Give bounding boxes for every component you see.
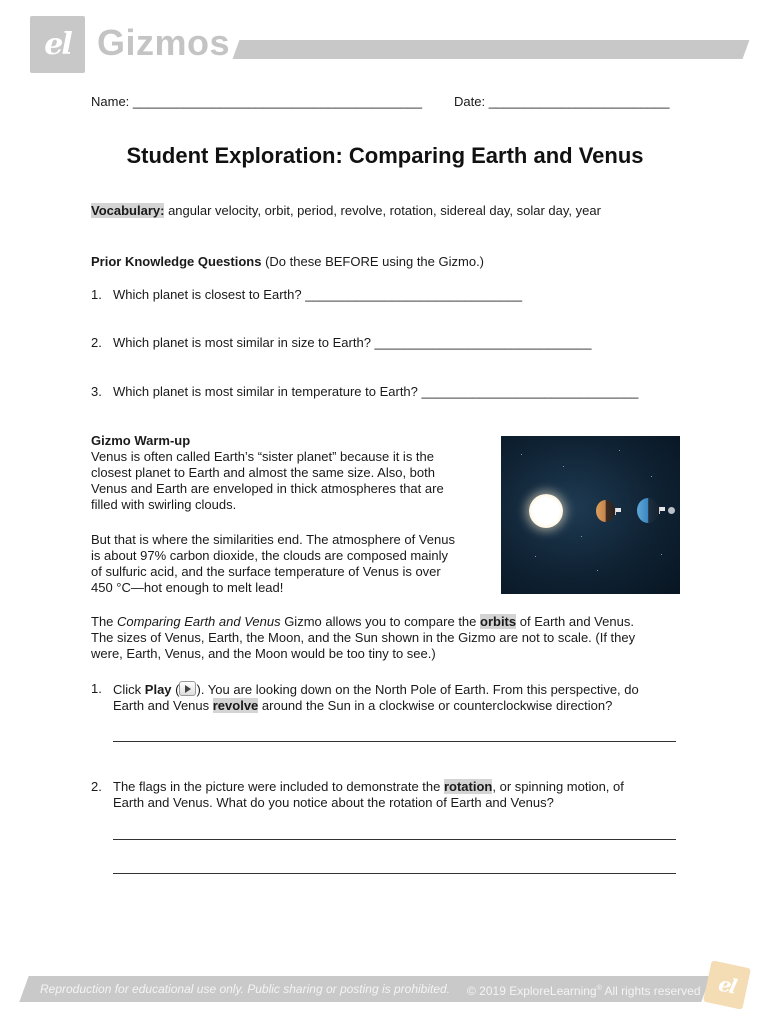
footer-logo xyxy=(703,960,751,1009)
explorelearning-logo xyxy=(30,16,85,73)
question-number: 1. xyxy=(91,681,102,696)
answer-line[interactable] xyxy=(113,839,676,840)
warmup-paragraph-2 xyxy=(91,532,491,596)
vocabulary-label: Vocabulary: xyxy=(91,203,165,218)
earth-icon xyxy=(637,498,659,523)
question-text: , or spinning motion, of xyxy=(492,779,624,794)
question-number: 1. xyxy=(91,287,102,302)
gizmo-screenshot-image xyxy=(501,436,680,594)
warmup-paragraph-1 xyxy=(91,449,491,513)
intro-line: were, Earth, Venus, and the Moon would be too tiny to see.) xyxy=(91,646,436,661)
intro-line: The sizes of Venus, Earth, the Moon, and the Sun shown in the Gizmo are not to scale. (If they xyxy=(91,630,636,645)
copyright-text: All rights reserved xyxy=(601,984,701,998)
logo-mark: el xyxy=(44,27,71,62)
vocab-rotation: rotation xyxy=(443,779,493,794)
registered-mark: ® xyxy=(596,985,602,992)
prior-knowledge-instruction: (Do these BEFORE using the Gizmo.) xyxy=(265,254,485,269)
prior-knowledge-heading: Prior Knowledge Questions xyxy=(91,254,262,269)
warmup-heading: Gizmo Warm-up xyxy=(91,433,191,448)
vocab-revolve: revolve xyxy=(212,698,259,713)
question-number: 2. xyxy=(91,335,102,350)
intro-text: Gizmo allows you to compare the xyxy=(280,614,480,629)
page-title: Student Exploration: Comparing Earth and Venus xyxy=(126,143,644,168)
intro-text: The xyxy=(91,614,118,629)
question-text: Click xyxy=(113,682,145,697)
vocabulary-terms: angular velocity, orbit, period, revolve, rotation, sidereal day, solar day, year xyxy=(168,203,601,218)
warmup-line: 450 °C—hot enough to melt lead! xyxy=(91,580,284,595)
activity-question-1 xyxy=(113,681,693,714)
sun-icon xyxy=(529,494,563,528)
venus-icon xyxy=(596,500,615,522)
warmup-line: Venus is often called Earth’s “sister planet” because it is the xyxy=(91,449,435,464)
warmup-line: of sulfuric acid, and the surface temperature of Venus is over xyxy=(91,564,441,579)
question-text: The flags in the picture were included to demonstrate the xyxy=(113,779,444,794)
play-icon xyxy=(179,681,196,696)
gizmo-intro-paragraph xyxy=(91,614,691,662)
question-text: Which planet is most similar in temperature to Earth? ______________________________ xyxy=(113,384,639,399)
question-text: Earth and Venus. What do you notice about the rotation of Earth and Venus? xyxy=(113,795,554,810)
warmup-line: Venus and Earth are enveloped in thick atmospheres that are xyxy=(91,481,444,496)
date-field xyxy=(454,94,669,110)
vocab-orbits: orbits xyxy=(480,614,517,629)
question-text: ). You are looking down on the North Pole of Earth. From this perspective, do xyxy=(196,682,639,697)
name-label: Name: xyxy=(91,94,130,109)
answer-line[interactable] xyxy=(113,741,676,742)
footer-copyright xyxy=(467,981,701,999)
header-bar xyxy=(233,40,750,59)
answer-line[interactable] xyxy=(113,873,676,874)
footer-logo-mark: el xyxy=(716,971,738,999)
gizmo-name: Comparing Earth and Venus xyxy=(117,614,281,629)
activity-question-2 xyxy=(113,779,693,811)
footer-notice: Reproduction for educational use only. Public sharing or posting is prohibited. xyxy=(40,982,451,996)
prior-knowledge-heading-line xyxy=(91,254,484,270)
copyright-text: © 2019 ExploreLearning xyxy=(467,984,597,998)
warmup-line: But that is where the similarities end. The atmosphere of Venus xyxy=(91,532,455,547)
question-text: Which planet is most similar in size to Earth? ______________________________ xyxy=(113,335,592,350)
question-text: Earth and Venus xyxy=(113,698,213,713)
date-label: Date: xyxy=(454,94,486,109)
play-label: Play xyxy=(144,682,172,697)
warmup-line: filled with swirling clouds. xyxy=(91,497,237,512)
question-text: Which planet is closest to Earth? ______________________________ xyxy=(113,287,523,302)
name-blank: ________________________________________ xyxy=(132,94,423,109)
date-blank: _________________________ xyxy=(488,94,670,109)
name-field xyxy=(91,94,422,110)
question-text: around the Sun in a clockwise or counterclockwise direction? xyxy=(258,698,613,713)
question-number: 2. xyxy=(91,779,102,794)
vocabulary-line xyxy=(91,203,601,219)
question-text: ( xyxy=(171,682,180,697)
brand-title: Gizmos xyxy=(97,22,231,63)
warmup-line: is about 97% carbon dioxide, the clouds are composed mainly xyxy=(91,548,448,563)
intro-text: of Earth and Venus. xyxy=(516,614,634,629)
question-number: 3. xyxy=(91,384,102,399)
warmup-line: closest planet to Earth and almost the same size. Also, both xyxy=(91,465,435,480)
moon-icon xyxy=(668,507,675,514)
